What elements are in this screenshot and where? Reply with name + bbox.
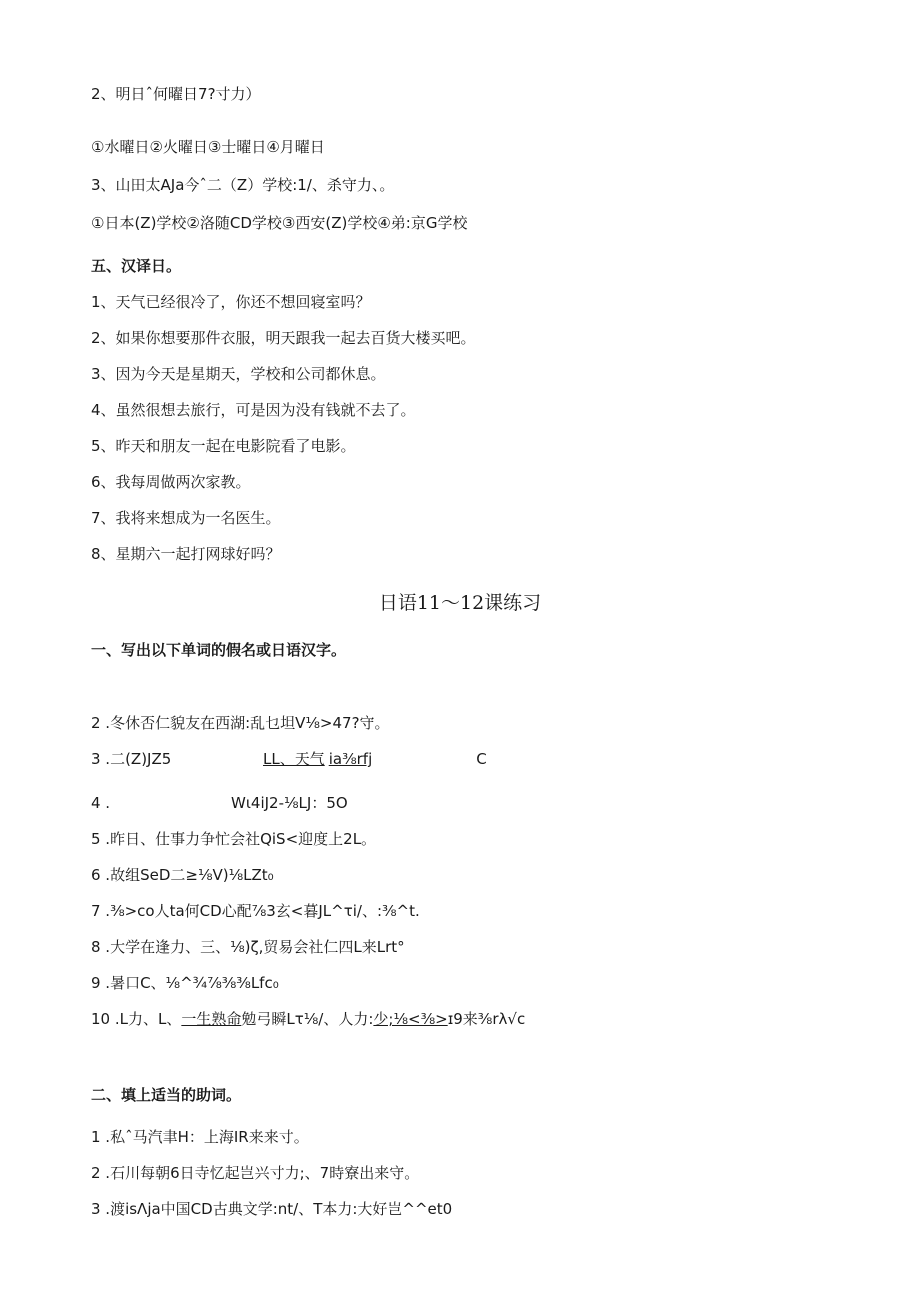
text-line: ①水曜日②火曜日③士曜日④月曜日 bbox=[91, 138, 325, 156]
text-line: 2、明日ˆ何曜日7?寸力） bbox=[91, 85, 261, 103]
exercise-text: 3 .二(Z)JZ5 bbox=[91, 750, 172, 768]
list-item: 6、我每周做两次家教。 bbox=[91, 473, 251, 491]
exercise-item: 1 .私ˆ马汽聿H：上海IR来来寸。 bbox=[91, 1128, 309, 1146]
list-item: 5、昨天和朋友一起在电影院看了电影。 bbox=[91, 437, 356, 455]
exercise-text: 勉弓瞬Lτ⅛/、人力: bbox=[241, 1010, 374, 1028]
exercise-text: C bbox=[476, 750, 487, 768]
exercise-item: 7 .⅜>co人ta何CD心配⅞3玄<暮JL^τi/、:⅜^t. bbox=[91, 902, 420, 920]
list-item: 8、星期六一起打网球好吗？ bbox=[91, 545, 281, 563]
text-line: ①日本(Z)学校②洛随CD学校③西安(Z)学校④弟:京G学校 bbox=[91, 214, 468, 232]
exercise-item: 2 .冬休否仁貌友在西湖:乱乜坦V⅛>47?守。 bbox=[91, 714, 390, 732]
list-item: 7、我将来想成为一名医生。 bbox=[91, 509, 281, 527]
exercise-text: Wι4iJ2-⅛LJ：5O bbox=[231, 794, 348, 812]
section-title: 一、写出以下单词的假名或日语汉字。 bbox=[91, 641, 347, 659]
text-line: 3、山田太AJa今ˆ二（Z）学校:1/、杀守力、。 bbox=[91, 176, 395, 194]
exercise-item: 6 .故组SeD二≥⅛V)⅛LZt₀ bbox=[91, 866, 274, 884]
exercise-item: 9 .暑口C、⅛^¾⅞⅜⅜Lfc₀ bbox=[91, 974, 279, 992]
list-item: 4、虽然很想去旅行，可是因为没有钱就不去了。 bbox=[91, 401, 416, 419]
lesson-title: 日语11～12课练习 bbox=[378, 592, 542, 614]
list-item: 3、因为今天是星期天，学校和公司都休息。 bbox=[91, 365, 386, 383]
exercise-item: 5 .昨日、仕事力争忙会社QiS<迎度上2L。 bbox=[91, 830, 377, 848]
exercise-item: 8 .大学在逢力、三、⅛)ζ,贸易会社仁四L来Lrt° bbox=[91, 938, 405, 956]
list-item: 1、天气已经很冷了，你还不想回寝室吗？ bbox=[91, 293, 371, 311]
exercise-item bbox=[91, 1009, 525, 1029]
underlined-text: LL、天气 bbox=[263, 750, 325, 768]
exercise-item: 3 .渡isΛja中国CD古典文学:nt/、T本力:大好岂^^et0 bbox=[91, 1200, 453, 1218]
list-item: 2、如果你想要那件衣服，明天跟我一起去百货大楼买吧。 bbox=[91, 329, 476, 347]
exercise-text: 4 . bbox=[91, 794, 111, 812]
section-title: 五、汉译日。 bbox=[91, 257, 182, 275]
exercise-text: ɪ9来⅜rλ√c bbox=[447, 1010, 526, 1028]
underlined-text: ia⅜rfj bbox=[328, 750, 373, 768]
exercise-item bbox=[91, 793, 348, 813]
exercise-item: 2 .石川每朝6日寺忆起岂兴寸力;、7時寮出来守。 bbox=[91, 1164, 420, 1182]
exercise-text: 10 .L力、L、 bbox=[91, 1010, 182, 1028]
underlined-text: 少;⅛<⅜> bbox=[373, 1010, 448, 1028]
section-title: 二、填上适当的助词。 bbox=[91, 1086, 242, 1104]
underlined-text: 一生熟命 bbox=[181, 1010, 242, 1028]
exercise-item bbox=[91, 749, 487, 769]
